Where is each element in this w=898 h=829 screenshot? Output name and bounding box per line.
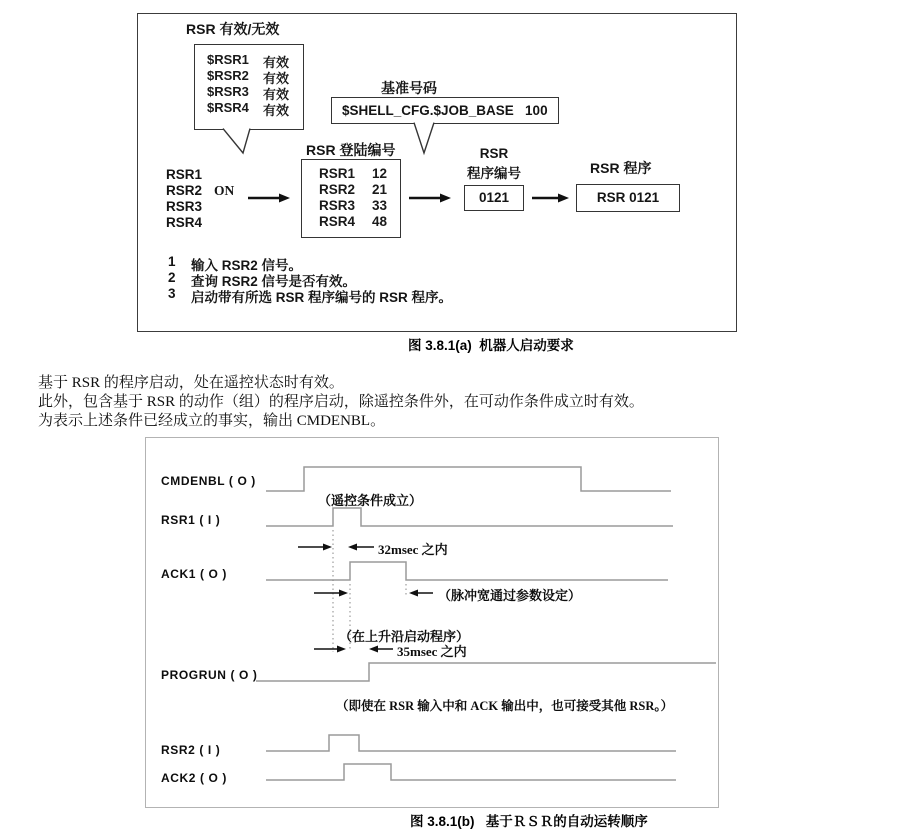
bubble-row [195, 100, 303, 116]
input-signal-rsr3: RSR3 [166, 199, 203, 214]
registration-row-name: RSR3 [319, 198, 356, 213]
flow-arrow-2 [409, 194, 451, 203]
registration-row [302, 198, 400, 214]
t32-measure-arrows [298, 544, 374, 551]
bubble-row [195, 52, 303, 68]
rsr-valid-bubble-box [194, 44, 304, 130]
signal-label-rsr1: RSR1 ( I ) [161, 513, 221, 527]
step-text: 输入 RSR2 信号。 [191, 258, 303, 273]
program-number-label-2: 程序编号 [467, 166, 521, 181]
bubble-row-value: 有效 [263, 71, 290, 86]
annotation-pulse-width: （脉冲宽通过参数设定） [438, 588, 582, 603]
program-number-value: 0121 [478, 190, 510, 205]
timing-waveform-canvas [146, 438, 718, 807]
input-signal-rsr2: RSR2 [166, 183, 203, 198]
program-number-box [464, 185, 524, 211]
rsr-valid-invalid-title: RSR 有效/无效 [186, 21, 280, 37]
registration-row-name: RSR4 [319, 214, 356, 229]
registration-row-name: RSR1 [319, 166, 356, 181]
registration-row-value: 33 [372, 198, 388, 213]
ack1-waveform [266, 562, 668, 580]
registration-row [302, 214, 400, 230]
figure-a-robot-startup [137, 13, 737, 332]
base-number-label: 基准号码 [381, 80, 437, 96]
bubble-row-value: 有效 [263, 103, 290, 118]
rsr1-waveform [266, 508, 673, 526]
annotation-rising-edge: （在上升沿启动程序） [339, 629, 470, 644]
step-number: 1 [168, 254, 176, 269]
pulse-width-measure-arrows [314, 590, 433, 597]
progrun-waveform [256, 663, 716, 681]
bubble-row-value: 有效 [263, 87, 290, 102]
rsr-program-label: RSR 程序 [590, 160, 652, 176]
registration-box [301, 159, 401, 238]
bubble-row-name: $RSR1 [207, 52, 249, 67]
program-number-label-1: RSR [479, 146, 509, 161]
shell-cfg-value: $SHELL_CFG.$JOB_BASE 100 [342, 103, 548, 118]
step-number: 2 [168, 270, 176, 285]
rsr-program-value: RSR 0121 [596, 190, 660, 205]
bubble-row-name: $RSR2 [207, 68, 249, 83]
cmdenbl-waveform [266, 467, 671, 491]
bubble-tail [223, 129, 250, 153]
body-paragraph-line: 基于 RSR 的程序启动，处在遥控状态时有效。 [38, 375, 344, 391]
figure-b-caption: 图 3.8.1(b) 基于ＲＳＲ的自动运转顺序 [410, 814, 648, 829]
body-paragraph-line: 此外，包含基于 RSR 的动作（组）的程序启动，除遥控条件外，在可动作条件成立时有效。 [38, 394, 644, 410]
bubble-row [195, 84, 303, 100]
annotation-remote-condition: （遥控条件成立） [318, 493, 423, 508]
annotation-35msec: 35msec 之内 [397, 644, 467, 659]
registration-row-value: 48 [372, 214, 388, 229]
registration-row-value: 12 [372, 166, 388, 181]
t35-measure-arrows [314, 646, 393, 653]
ack2-waveform [266, 764, 676, 780]
signal-label-ack2: ACK2 ( O ) [161, 771, 227, 785]
rsr-program-box [576, 184, 680, 212]
bubble-row-name: $RSR4 [207, 100, 249, 115]
signal-label-rsr2: RSR2 ( I ) [161, 743, 221, 757]
body-paragraph-line: 为表示上述条件已经成立的事实，输出 CMDENBL。 [38, 413, 386, 429]
registration-label: RSR 登陆编号 [306, 142, 396, 158]
figure-b-timing-diagram [145, 437, 719, 808]
signal-label-progrun: PROGRUN ( O ) [161, 668, 258, 682]
bubble-row [195, 68, 303, 84]
registration-row-name: RSR2 [319, 182, 356, 197]
signal-label-cmdenbl: CMDENBL ( O ) [161, 474, 256, 488]
figure-a-caption: 图 3.8.1(a) 机器人启动要求 [408, 338, 574, 353]
registration-row [302, 166, 400, 182]
step-number: 3 [168, 286, 176, 301]
input-signal-rsr1: RSR1 [166, 167, 203, 182]
rsr2-waveform [266, 735, 676, 751]
registration-row [302, 182, 400, 198]
bubble-row-name: $RSR3 [207, 84, 249, 99]
step-text: 查询 RSR2 信号是否有效。 [191, 274, 357, 289]
flow-arrow-1 [248, 194, 290, 203]
signal-on-state: ON [214, 183, 235, 198]
registration-row-value: 21 [372, 182, 388, 197]
shell-cfg-tail [414, 123, 434, 153]
input-signal-rsr4: RSR4 [166, 215, 203, 230]
annotation-32msec: 32msec 之内 [378, 542, 448, 557]
signal-label-ack1: ACK1 ( O ) [161, 567, 227, 581]
step-text: 启动带有所选 RSR 程序编号的 RSR 程序。 [191, 290, 453, 305]
shell-cfg-box [331, 97, 559, 124]
bubble-row-value: 有效 [263, 55, 290, 70]
flow-arrow-3 [532, 194, 569, 203]
annotation-accept-other-rsr: （即使在 RSR 输入中和 ACK 输出中，也可接受其他 RSR。） [336, 699, 674, 713]
